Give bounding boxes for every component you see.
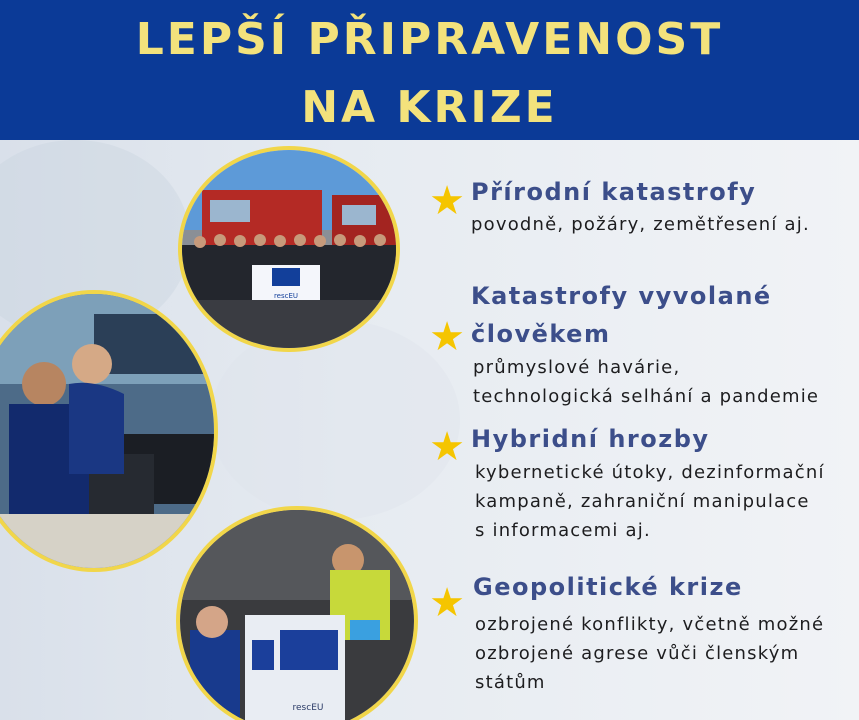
item-description-line: kybernetické útoky, dezinformační (475, 462, 825, 483)
item-title-line: Katastrofy vyvolané (471, 282, 772, 310)
item-description-line: povodně, požáry, zemětřesení aj. (471, 214, 810, 235)
item-description (475, 610, 824, 697)
control-room-illustration (0, 294, 214, 568)
star-icon: ★ (429, 314, 465, 360)
box-label: rescEU (292, 703, 324, 713)
aid-delivery-illustration (180, 510, 414, 720)
control-room-photo (0, 290, 218, 572)
item-description (475, 458, 825, 545)
item-description-line: technologická selhání a pandemie (473, 386, 820, 407)
item-description-line: ozbrojené agrese vůči členským (475, 643, 800, 664)
item-description-line: ozbrojené konflikty, včetně možné (475, 614, 825, 635)
item-description-line: s informacemi aj. (475, 520, 651, 541)
content-area (0, 140, 859, 720)
item-title: Přírodní katastrofy (471, 178, 757, 206)
background-figure (210, 320, 460, 520)
item-description-line: kampaně, zahraniční manipulace (475, 491, 810, 512)
item-description (471, 210, 810, 239)
header-banner (0, 0, 859, 140)
item-description-line: průmyslové havárie, (473, 357, 681, 378)
item-title: Hybridní hrozby (471, 425, 710, 453)
item-title-line: člověkem (471, 320, 611, 348)
page-title-line-2: NA KRIZE (301, 82, 558, 133)
item-title: Geopolitické krize (473, 573, 743, 601)
banner-text: rescEU (273, 292, 299, 300)
star-icon: ★ (429, 424, 465, 470)
firefighters-illustration (182, 150, 396, 348)
firefighters-photo (178, 146, 400, 352)
item-description (473, 353, 819, 411)
star-icon: ★ (429, 580, 465, 626)
star-icon: ★ (429, 178, 465, 224)
aid-delivery-photo (176, 506, 418, 720)
item-description-line: státům (475, 672, 546, 693)
page-title-line-1: LEPŠÍ PŘIPRAVENOST (135, 14, 724, 65)
